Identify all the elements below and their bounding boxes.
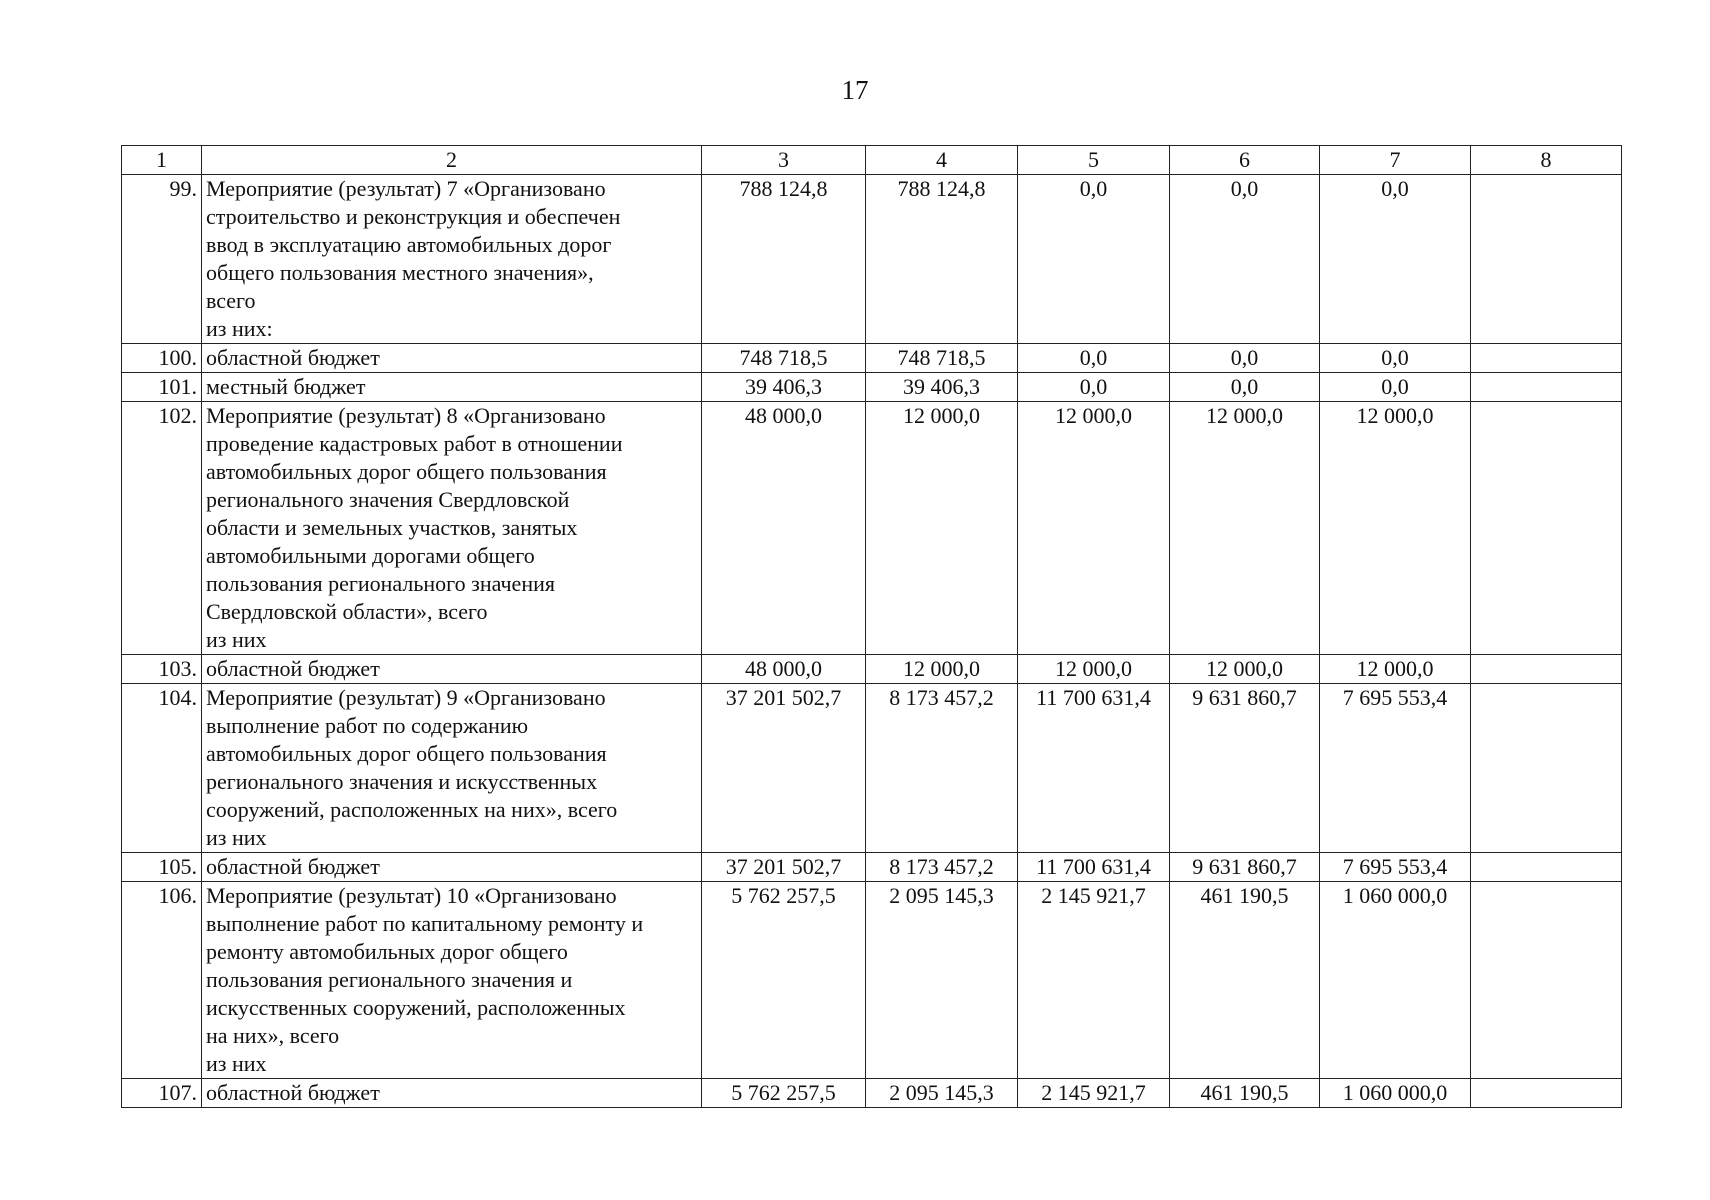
table-row [122,684,1622,853]
value-cell-col3: 5 762 257,5 [702,882,866,1079]
column-number-3: 3 [702,146,866,175]
table-row [122,882,1622,1079]
value-cell-col3: 39 406,3 [702,373,866,402]
value-cell-col6: 0,0 [1170,373,1320,402]
value-cell-col5: 0,0 [1018,175,1170,344]
budget-table [121,145,1622,1108]
value-cell-col7: 12 000,0 [1320,402,1471,655]
value-cell-col5: 0,0 [1018,373,1170,402]
value-cell-col5: 12 000,0 [1018,402,1170,655]
row-description-cell: областной бюджет [202,1079,702,1108]
row-number-cell: 101. [122,373,202,402]
row-description-cell: областной бюджет [202,344,702,373]
table-row [122,853,1622,882]
value-cell-col7: 0,0 [1320,373,1471,402]
value-cell-col5: 0,0 [1018,344,1170,373]
column-number-5: 5 [1018,146,1170,175]
column-number-8: 8 [1471,146,1622,175]
value-cell-col5: 2 145 921,7 [1018,1079,1170,1108]
column-number-4: 4 [866,146,1018,175]
value-cell-col4: 8 173 457,2 [866,853,1018,882]
value-cell-col7: 0,0 [1320,344,1471,373]
value-cell-col4: 39 406,3 [866,373,1018,402]
row-description-cell: Мероприятие (результат) 9 «Организовано выполнение работ по содержанию автомобильных дорог общего пользования регионального значения и искусственных сооружений, расположенных на них», всего из них [202,684,702,853]
value-cell-col7: 7 695 553,4 [1320,684,1471,853]
value-cell-col4: 788 124,8 [866,175,1018,344]
value-cell-col8 [1471,402,1622,655]
table-row [122,402,1622,655]
table-row [122,373,1622,402]
row-number-cell: 106. [122,882,202,1079]
value-cell-col5: 11 700 631,4 [1018,853,1170,882]
row-number-cell: 100. [122,344,202,373]
value-cell-col3: 48 000,0 [702,655,866,684]
column-number-7: 7 [1320,146,1471,175]
row-description-cell: областной бюджет [202,853,702,882]
row-number-cell: 99. [122,175,202,344]
value-cell-col5: 2 145 921,7 [1018,882,1170,1079]
value-cell-col4: 2 095 145,3 [866,882,1018,1079]
value-cell-col7: 1 060 000,0 [1320,882,1471,1079]
value-cell-col8 [1471,655,1622,684]
value-cell-col3: 5 762 257,5 [702,1079,866,1108]
column-number-1: 1 [122,146,202,175]
value-cell-col6: 461 190,5 [1170,882,1320,1079]
row-number-cell: 107. [122,1079,202,1108]
value-cell-col8 [1471,175,1622,344]
value-cell-col6: 9 631 860,7 [1170,684,1320,853]
value-cell-col4: 12 000,0 [866,402,1018,655]
value-cell-col6: 461 190,5 [1170,1079,1320,1108]
value-cell-col6: 0,0 [1170,344,1320,373]
column-number-2: 2 [202,146,702,175]
value-cell-col7: 7 695 553,4 [1320,853,1471,882]
row-description-cell: областной бюджет [202,655,702,684]
value-cell-col3: 48 000,0 [702,402,866,655]
value-cell-col5: 11 700 631,4 [1018,684,1170,853]
row-description-cell: Мероприятие (результат) 8 «Организовано проведение кадастровых работ в отношении автомобильных дорог общего пользования регионального значения Свердловской области и земельных участков, занятых автомобильными дорогами общего пользования регионального значения Свердловской области», всего из них [202,402,702,655]
page-number: 17 [841,75,869,105]
value-cell-col6: 0,0 [1170,175,1320,344]
column-number-6: 6 [1170,146,1320,175]
column-number-header-row [122,146,1622,175]
value-cell-col8 [1471,684,1622,853]
value-cell-col4: 2 095 145,3 [866,1079,1018,1108]
value-cell-col6: 12 000,0 [1170,402,1320,655]
row-description-cell: местный бюджет [202,373,702,402]
value-cell-col4: 12 000,0 [866,655,1018,684]
value-cell-col7: 1 060 000,0 [1320,1079,1471,1108]
row-description-cell: Мероприятие (результат) 7 «Организовано строительство и реконструкция и обеспечен ввод в эксплуатацию автомобильных дорог общего пользования местного значения», всего из них: [202,175,702,344]
row-description-cell: Мероприятие (результат) 10 «Организовано выполнение работ по капитальному ремонту и ремонту автомобильных дорог общего пользования регионального значения и искусственных сооружений, расположенных на них», всего из них [202,882,702,1079]
table-row [122,655,1622,684]
value-cell-col8 [1471,373,1622,402]
table-row [122,344,1622,373]
row-number-cell: 103. [122,655,202,684]
value-cell-col8 [1471,882,1622,1079]
value-cell-col3: 788 124,8 [702,175,866,344]
value-cell-col8 [1471,344,1622,373]
value-cell-col6: 12 000,0 [1170,655,1320,684]
value-cell-col5: 12 000,0 [1018,655,1170,684]
row-number-cell: 104. [122,684,202,853]
value-cell-col8 [1471,1079,1622,1108]
value-cell-col7: 12 000,0 [1320,655,1471,684]
value-cell-col7: 0,0 [1320,175,1471,344]
value-cell-col3: 37 201 502,7 [702,684,866,853]
value-cell-col8 [1471,853,1622,882]
row-number-cell: 105. [122,853,202,882]
value-cell-col3: 37 201 502,7 [702,853,866,882]
table-row [122,1079,1622,1108]
value-cell-col4: 8 173 457,2 [866,684,1018,853]
value-cell-col3: 748 718,5 [702,344,866,373]
table-row [122,175,1622,344]
row-number-cell: 102. [122,402,202,655]
value-cell-col4: 748 718,5 [866,344,1018,373]
value-cell-col6: 9 631 860,7 [1170,853,1320,882]
